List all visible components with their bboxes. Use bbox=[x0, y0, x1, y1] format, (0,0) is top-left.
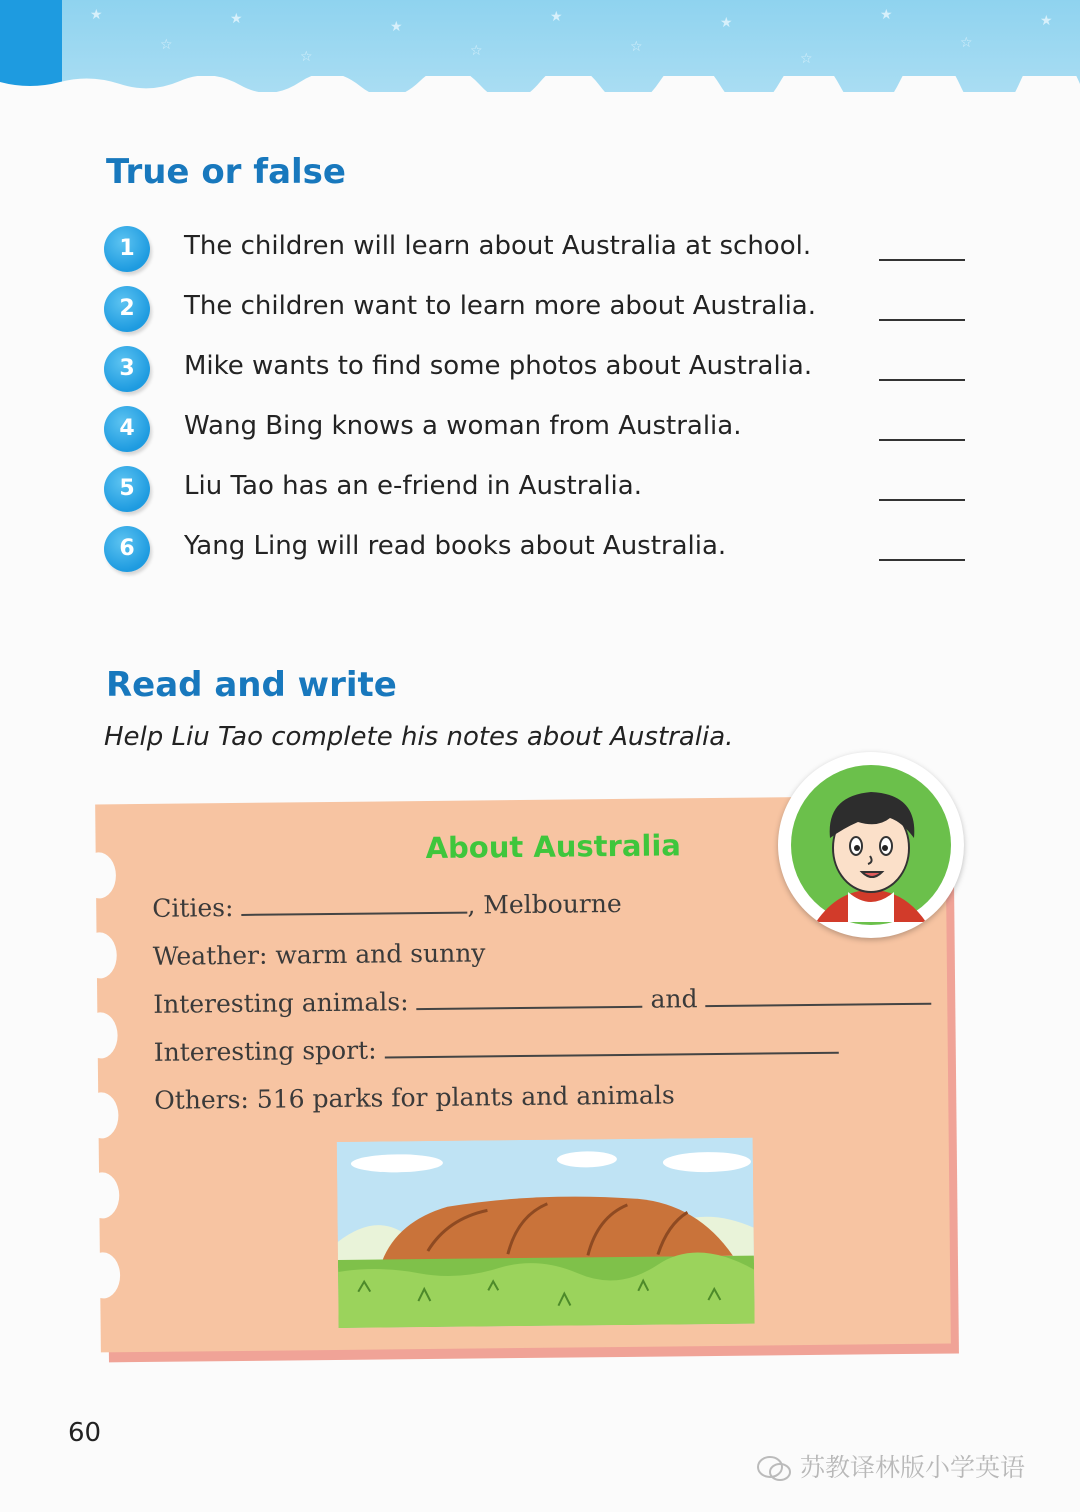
card-notch bbox=[83, 1012, 117, 1058]
number-badge: 2 bbox=[104, 286, 150, 332]
cities-known: , Melbourne bbox=[467, 888, 622, 920]
note-sport bbox=[154, 1031, 839, 1067]
note-cities bbox=[152, 889, 622, 923]
star-icon: ★ bbox=[390, 19, 403, 35]
card-notch bbox=[86, 1252, 120, 1298]
statement-text: Yang Ling will read books about Australia. bbox=[184, 531, 727, 561]
card-notch bbox=[82, 932, 116, 978]
list-item bbox=[102, 524, 982, 584]
note-weather: Weather: warm and sunny bbox=[152, 938, 486, 971]
list-item bbox=[102, 404, 982, 464]
answer-blank[interactable] bbox=[879, 439, 965, 441]
star-icon: ☆ bbox=[800, 51, 813, 67]
cities-blank[interactable] bbox=[241, 892, 467, 916]
list-item bbox=[102, 224, 982, 284]
statement-text: The children want to learn more about Australia. bbox=[184, 291, 816, 321]
star-icon: ☆ bbox=[470, 43, 483, 59]
star-icon: ☆ bbox=[960, 35, 973, 51]
star-icon: ★ bbox=[550, 9, 563, 25]
animals-label: Interesting animals: bbox=[153, 987, 409, 1019]
statement-text: The children will learn about Australia at school. bbox=[184, 231, 812, 261]
statement-text: Liu Tao has an e-friend in Australia. bbox=[184, 471, 642, 501]
answer-blank[interactable] bbox=[879, 379, 965, 381]
page-number: 60 bbox=[68, 1418, 102, 1448]
card-notch bbox=[82, 852, 116, 898]
answer-blank[interactable] bbox=[879, 559, 965, 561]
instruction-text: Help Liu Tao complete his notes about Australia. bbox=[104, 722, 734, 752]
number-badge: 5 bbox=[104, 466, 150, 512]
number-badge: 3 bbox=[104, 346, 150, 392]
star-icon: ★ bbox=[90, 7, 103, 23]
statement-text: Mike wants to find some photos about Australia. bbox=[184, 351, 813, 381]
liu-tao-avatar bbox=[778, 752, 964, 938]
card-title: About Australia bbox=[425, 828, 682, 866]
star-icon: ☆ bbox=[300, 49, 313, 65]
star-icon: ★ bbox=[880, 7, 893, 23]
note-animals bbox=[153, 982, 931, 1019]
true-false-list bbox=[102, 224, 982, 584]
answer-blank[interactable] bbox=[879, 319, 965, 321]
number-badge: 4 bbox=[104, 406, 150, 452]
watermark-text: 苏教译林版小学英语 bbox=[800, 1453, 1026, 1482]
number-badge: 1 bbox=[104, 226, 150, 272]
star-icon: ☆ bbox=[160, 37, 173, 53]
banner-torn-edge bbox=[0, 76, 1080, 92]
star-icon: ★ bbox=[1040, 13, 1053, 29]
statement-text: Wang Bing knows a woman from Australia. bbox=[184, 411, 742, 441]
star-icon: ★ bbox=[230, 11, 243, 27]
note-others: Others: 516 parks for plants and animals bbox=[154, 1080, 675, 1115]
wechat-icon bbox=[756, 1455, 792, 1483]
list-item bbox=[102, 344, 982, 404]
card-notch bbox=[84, 1092, 118, 1138]
uluru-illustration bbox=[337, 1138, 755, 1328]
animals-and: and bbox=[650, 984, 698, 1014]
cities-label: Cities: bbox=[152, 893, 234, 923]
watermark bbox=[756, 1448, 1025, 1484]
card-notch bbox=[85, 1172, 119, 1218]
star-icon: ☆ bbox=[630, 39, 643, 55]
animals-blank-2[interactable] bbox=[705, 983, 931, 1007]
star-icon: ★ bbox=[720, 15, 733, 31]
section-title-true-or-false: True or false bbox=[106, 152, 346, 192]
top-banner bbox=[0, 0, 1080, 92]
animals-blank-1[interactable] bbox=[416, 986, 642, 1010]
sport-blank[interactable] bbox=[384, 1032, 838, 1059]
list-item bbox=[102, 464, 982, 524]
list-item bbox=[102, 284, 982, 344]
sport-label: Interesting sport: bbox=[153, 1035, 377, 1067]
answer-blank[interactable] bbox=[879, 259, 965, 261]
number-badge: 6 bbox=[104, 526, 150, 572]
answer-blank[interactable] bbox=[879, 499, 965, 501]
section-title-read-and-write: Read and write bbox=[106, 665, 397, 705]
